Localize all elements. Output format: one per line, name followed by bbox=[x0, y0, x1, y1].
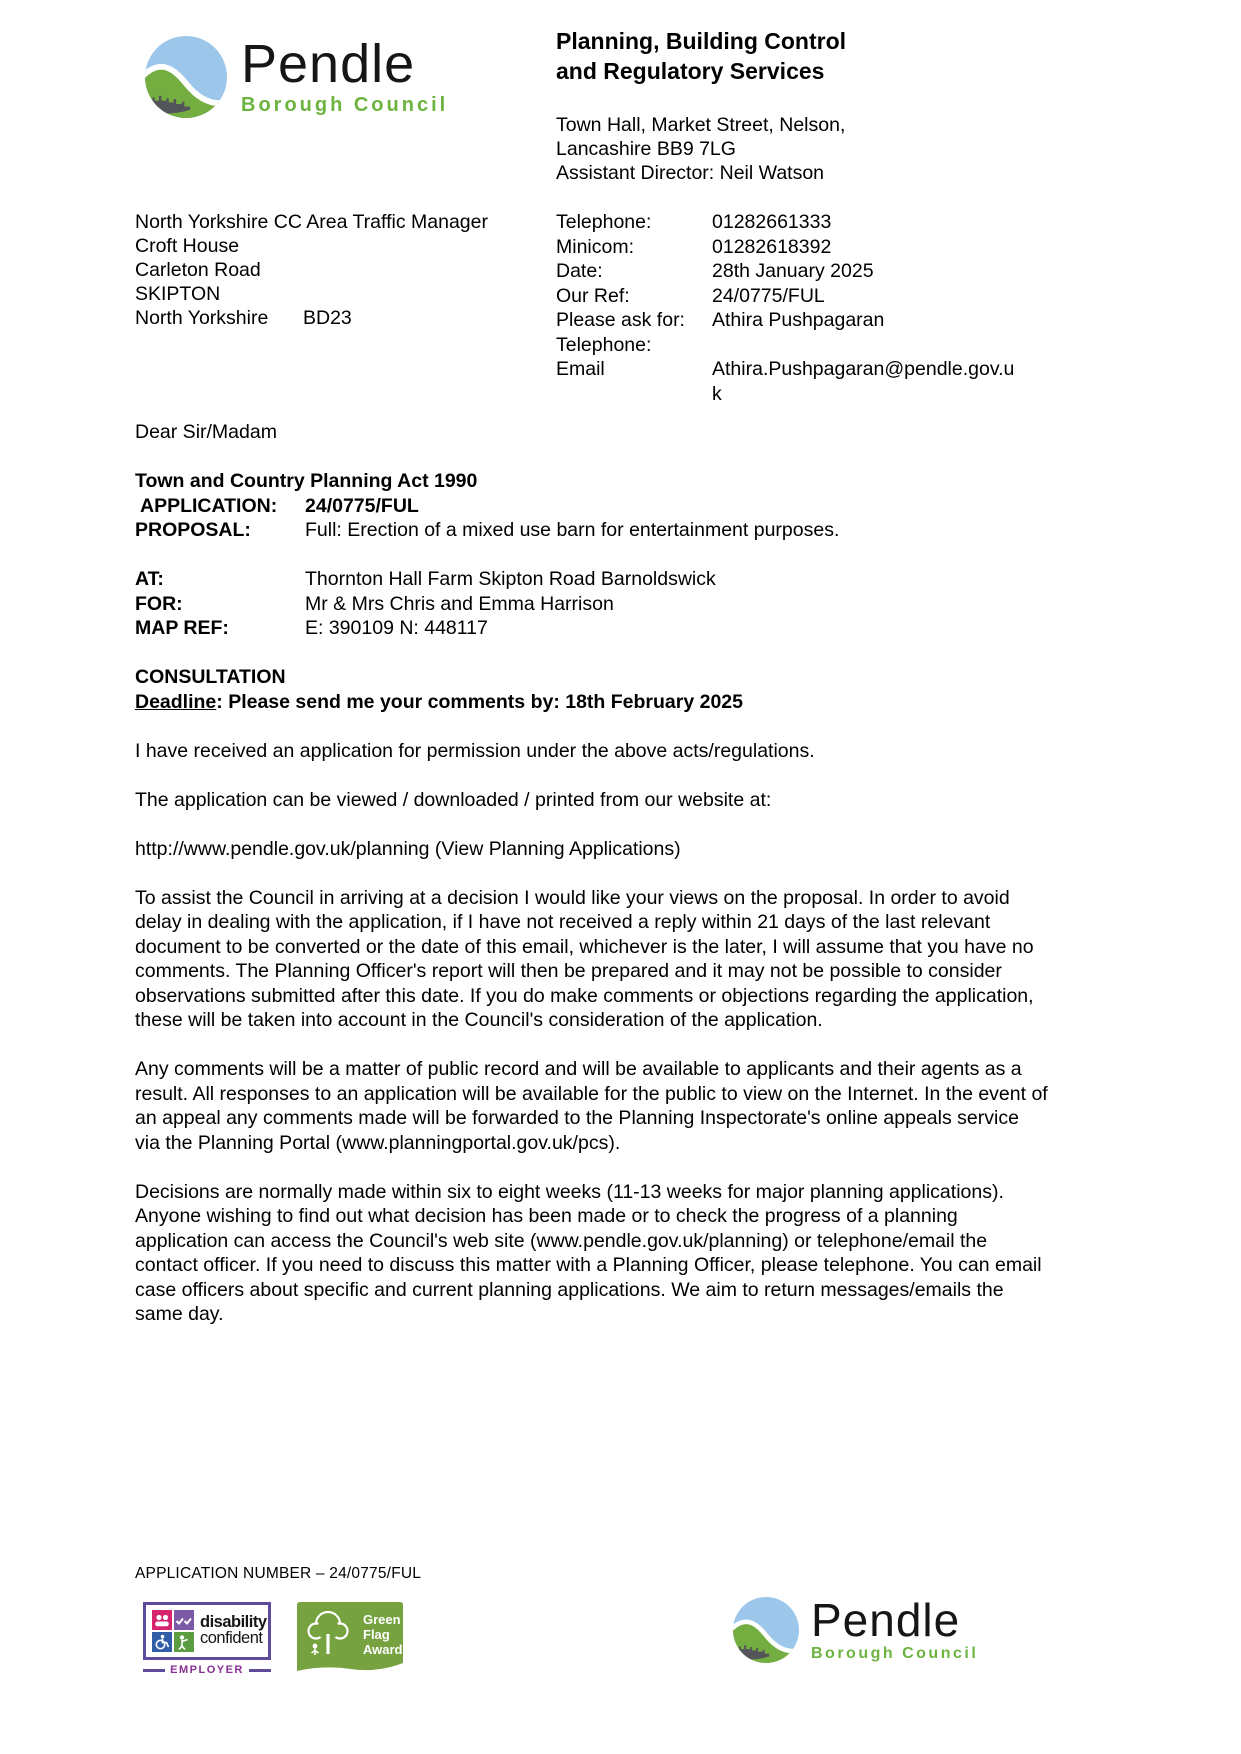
pendle-logo bbox=[145, 36, 448, 118]
disability-confident-box bbox=[143, 1602, 271, 1660]
contact-row bbox=[556, 235, 1024, 260]
dc-wheelchair-icon bbox=[152, 1632, 172, 1652]
logo-name: Pendle bbox=[241, 34, 416, 94]
pendle-logo-icon bbox=[145, 36, 227, 118]
office-address-line3: Assistant Director: Neil Watson bbox=[556, 161, 825, 184]
office-address-line2: Lancashire BB9 7LG bbox=[556, 137, 736, 160]
contact-label: Email bbox=[556, 358, 605, 380]
paragraph-public-record: Any comments will be a matter of public record and will be available to applicants and their agents as a result. All responses to an application will be available for the public to view on the Internet. In the event of an appeal any comments made will be forwarded to the Planning Inspectorate's online appeals service via the Planning Portal (www.planningportal.gov.uk/pcs). bbox=[135, 1058, 1048, 1154]
contact-label: Telephone: bbox=[556, 333, 652, 356]
deadline-text: : Please send me your comments by: 18th February 2025 bbox=[216, 690, 743, 713]
paragraph-website-url: http://www.pendle.gov.uk/planning (View Planning Applications) bbox=[135, 837, 681, 860]
proposal-row bbox=[135, 518, 1048, 543]
contact-row bbox=[556, 308, 1024, 333]
letter-body bbox=[135, 420, 1048, 1327]
contact-details bbox=[556, 210, 1024, 406]
contact-label: Date: bbox=[556, 260, 603, 282]
department-block bbox=[556, 26, 1036, 185]
consultation-title: CONSULTATION bbox=[135, 666, 286, 688]
for-label: FOR: bbox=[135, 592, 183, 615]
disability-confident-badge bbox=[143, 1602, 271, 1676]
application-number-footer: APPLICATION NUMBER – 24/0775/FUL bbox=[135, 1565, 422, 1582]
green-flag-line3: Award bbox=[363, 1642, 403, 1657]
pendle-logo-footer-icon bbox=[733, 1597, 799, 1663]
footer-badges bbox=[143, 1602, 405, 1676]
proposal-value: Full: Erection of a mixed use barn for entertainment purposes. bbox=[305, 519, 840, 541]
contact-value: 01282618392 bbox=[712, 235, 832, 258]
contact-label: Please ask for: bbox=[556, 309, 685, 331]
deadline-label: Deadline bbox=[135, 690, 217, 713]
pendle-logo-footer-text bbox=[811, 1594, 979, 1663]
deadline-line bbox=[135, 690, 1048, 715]
logo-footer-name: Pendle bbox=[811, 1594, 961, 1646]
for-value: Mr & Mrs Chris and Emma Harrison bbox=[305, 592, 614, 615]
recipient-line: North Yorkshire CC Area Traffic Manager bbox=[135, 211, 488, 233]
pendle-logo-text bbox=[241, 34, 449, 117]
contact-value bbox=[712, 333, 1024, 358]
paragraph-viewed: The application can be viewed / downloaded / printed from our website at: bbox=[135, 788, 772, 811]
application-row bbox=[135, 494, 1048, 519]
dc-employer-text: EMPLOYER bbox=[170, 1664, 244, 1676]
salutation: Dear Sir/Madam bbox=[135, 421, 277, 443]
dc-word-confident: confident bbox=[200, 1629, 263, 1647]
act-title: Town and Country Planning Act 1990 bbox=[135, 470, 478, 492]
green-flag-line2: Flag bbox=[363, 1627, 390, 1642]
recipient-postcode: BD23 bbox=[303, 307, 352, 329]
at-label: AT: bbox=[135, 568, 164, 590]
dc-person-icon bbox=[174, 1632, 194, 1652]
office-address-line1: Town Hall, Market Street, Nelson, bbox=[556, 113, 846, 136]
proposal-label: PROPOSAL: bbox=[135, 519, 251, 541]
disability-confident-grid bbox=[152, 1610, 194, 1652]
recipient-address bbox=[135, 210, 488, 330]
paragraph-decisions: Decisions are normally made within six to eight weeks (11-13 weeks for major planning applications). Anyone wishing to find out what decision has been made or to check the progress of a planning application can access the Council's web site (www.pendle.gov.uk/planning) or telephone/email the contact officer. If you need to discuss this matter with a Planning Officer, please telephone. You can email case officers about specific and current planning applications. We aim to return messages/emails the same day. bbox=[135, 1180, 1042, 1325]
dc-people-icon bbox=[152, 1610, 172, 1630]
contact-label: Telephone: bbox=[556, 211, 652, 233]
consultation-block bbox=[135, 665, 1048, 714]
recipient-line: Croft House bbox=[135, 235, 240, 257]
application-label: APPLICATION: bbox=[140, 494, 278, 517]
office-address bbox=[556, 113, 1036, 185]
contact-value: Athira Pushpagaran bbox=[712, 309, 885, 331]
department-title bbox=[556, 26, 1036, 87]
dc-employer-label bbox=[143, 1664, 271, 1676]
recipient-line: Carleton Road bbox=[135, 259, 261, 281]
department-title-line2: and Regulatory Services bbox=[556, 58, 825, 85]
logo-footer-subtitle: Borough Council bbox=[811, 1645, 979, 1662]
pendle-logo-footer bbox=[733, 1594, 979, 1663]
logo-subtitle: Borough Council bbox=[241, 94, 449, 116]
contact-value: 24/0775/FUL bbox=[712, 284, 825, 307]
site-details bbox=[135, 567, 1048, 641]
contact-label: Our Ref: bbox=[556, 284, 630, 307]
contact-row bbox=[556, 284, 1024, 309]
contact-value: 01282661333 bbox=[712, 211, 832, 233]
dc-ticks-icon bbox=[174, 1610, 194, 1630]
mapref-value: E: 390109 N: 448117 bbox=[305, 617, 488, 639]
contact-row bbox=[556, 210, 1024, 235]
dc-word-disability: disability bbox=[200, 1613, 267, 1632]
contact-row bbox=[556, 259, 1024, 284]
recipient-line bbox=[135, 306, 488, 330]
contact-row bbox=[556, 333, 1024, 358]
contact-label: Minicom: bbox=[556, 235, 635, 258]
department-title-line1: Planning, Building Control bbox=[556, 28, 847, 54]
green-flag-line1: Green bbox=[363, 1612, 401, 1627]
application-details bbox=[135, 469, 1048, 543]
recipient-county: North Yorkshire bbox=[135, 307, 269, 329]
application-value: 24/0775/FUL bbox=[305, 494, 419, 517]
paragraph-assist: To assist the Council in arriving at a decision I would like your views on the proposal. In order to avoid delay in dealing with the application, if I have not received a reply within 21 days of the last relevant document to be converted or the date of this email, whichever is the later, I will assume that you have no comments. The Planning Officer's report will then be prepared and it may not be possible to consider observations submitted after this date. If you do make comments or objections regarding the application, these will be taken into account in the Council's consideration of the application. bbox=[135, 886, 1034, 1031]
at-row bbox=[135, 567, 1048, 592]
contact-row bbox=[556, 357, 1024, 406]
green-flag-award-badge bbox=[295, 1602, 405, 1674]
disability-confident-wordmark bbox=[200, 1615, 267, 1646]
contact-value: Athira.Pushpagaran@pendle.gov.uk bbox=[712, 358, 1015, 405]
mapref-label: MAP REF: bbox=[135, 617, 229, 639]
at-value: Thornton Hall Farm Skipton Road Barnoldswick bbox=[305, 568, 716, 590]
contact-value: 28th January 2025 bbox=[712, 260, 874, 282]
for-row bbox=[135, 592, 1048, 617]
recipient-line: SKIPTON bbox=[135, 283, 221, 305]
mapref-row bbox=[135, 616, 1048, 641]
paragraph-received: I have received an application for permission under the above acts/regulations. bbox=[135, 739, 815, 762]
